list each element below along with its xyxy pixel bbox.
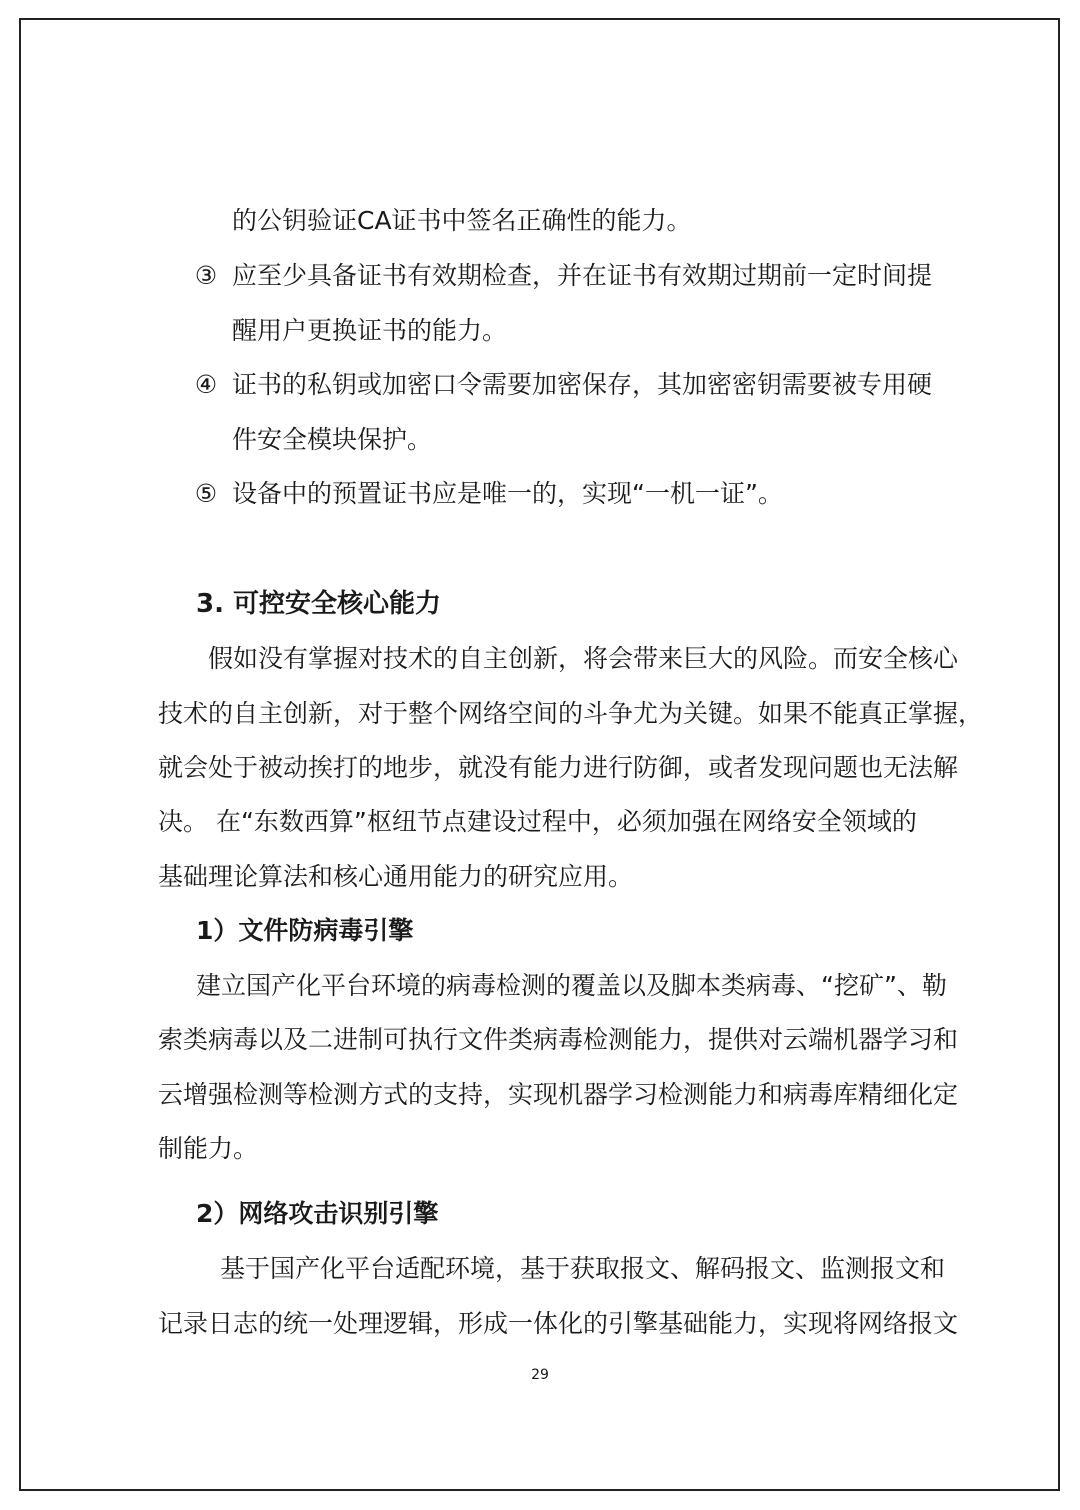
section-3-para-line-2: 技术的自主创新，对于整个网络空间的斗争尤为关键。如果不能真正掌握， (158, 699, 984, 728)
subsection-1-para-line-3: 云增强检测等检测方式的支持，实现机器学习检测能力和病毒库精细化定 (158, 1080, 959, 1109)
subsection-1-para-line-2: 索类病毒以及二进制可执行文件类病毒检测能力，提供对云端机器学习和 (158, 1025, 959, 1054)
section-3-para-line-5: 基础理论算法和核心通用能力的研究应用。 (158, 862, 634, 891)
subsection-2-para-line-1: 基于国产化平台适配环境，基于获取报文、解码报文、监测报文和 (220, 1254, 946, 1283)
subsection-2-para-line-2: 记录日志的统一处理逻辑，形成一体化的引擎基础能力，实现将网络报文 (158, 1309, 959, 1338)
section-3-para-line-3: 就会处于被动挨打的地步，就没有能力进行防御，或者发现问题也无法解 (158, 753, 959, 782)
subsection-1-para-line-1: 建立国产化平台环境的病毒检测的覆盖以及脚本类病毒、“挖矿”、勒 (196, 971, 947, 1000)
page-number: 29 (531, 1367, 549, 1383)
subsection-1-heading: 1）文件防病毒引擎 (196, 916, 414, 945)
list-marker-4: ④ (194, 370, 218, 399)
list-item-3-line-1: 应至少具备证书有效期检查，并在证书有效期过期前一定时间提 (232, 261, 933, 290)
subsection-1-para-line-4: 制能力。 (158, 1134, 259, 1163)
list-marker-3: ③ (194, 261, 218, 290)
list-item-4-line-1: 证书的私钥或加密口令需要加密保存，其加密密钥需要被专用硬 (232, 370, 933, 399)
list-item-4-line-2: 件安全模块保护。 (232, 425, 433, 454)
section-3-heading: 3. 可控安全核心能力 (196, 589, 442, 619)
section-3-para-line-4: 决。 在“东数西算”枢纽节点建设过程中，必须加强在网络安全领域的 (158, 807, 917, 836)
list-item-3-line-2: 醒用户更换证书的能力。 (232, 316, 508, 345)
list-marker-5: ⑤ (194, 479, 218, 508)
subsection-2-heading: 2）网络攻击识别引擎 (196, 1199, 439, 1228)
list-item-5-line-1: 设备中的预置证书应是唯一的，实现“一机一证”。 (232, 479, 783, 508)
list-item-2-continuation: 的公钥验证CA证书中签名正确性的能力。 (232, 206, 692, 235)
section-3-para-line-1: 假如没有掌握对技术的自主创新，将会带来巨大的风险。而安全核心 (208, 644, 959, 673)
